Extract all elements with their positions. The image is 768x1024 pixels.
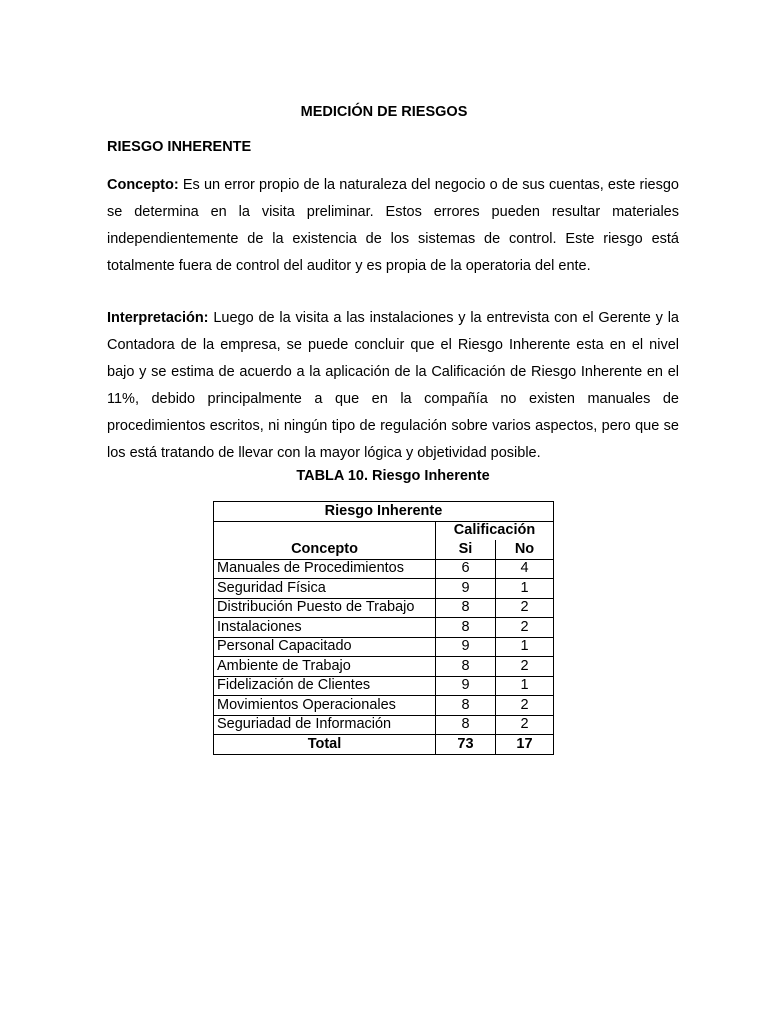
section-heading: RIESGO INHERENTE <box>107 139 252 155</box>
row-no: 2 <box>496 618 554 638</box>
interpretacion-text: Luego de la visita a las instalaciones y la entrevista con el Gerente y la Contadora de la empresa, se puede concluir que el Riesgo Inherente esta en el nivel bajo y se estima de acuerdo a la aplicación de la Calificación de Riesgo Inherente en el 11%, debido principalmente a que en la compañía no existen manuales de procedimientos escritos, ni ningún tipo de regulación sobre varios aspectos, pero que se los está tratando de llevar con la mayor lógica y objetividad posible. <box>107 310 679 461</box>
row-si: 8 <box>436 696 496 716</box>
table-row <box>214 598 554 618</box>
concepto-text: Es un error propio de la naturaleza del negocio o de sus cuentas, este riesgo se determina en la visita preliminar. Estos errores pueden resultar materiales independientemente de la existencia de los sistemas de control. Este riesgo está totalmente fuera de control del auditor y es propia de la operatoria del ente. <box>107 177 679 274</box>
row-si: 9 <box>436 637 496 657</box>
table-group-header-row <box>214 521 554 540</box>
row-no: 1 <box>496 676 554 696</box>
interpretacion-label: Interpretación: <box>107 310 209 326</box>
row-concepto: Movimientos Operacionales <box>214 696 436 716</box>
concepto-paragraph <box>107 172 679 280</box>
table-row <box>214 696 554 716</box>
table-total-row <box>214 735 554 755</box>
row-no: 1 <box>496 637 554 657</box>
total-no: 17 <box>496 735 554 755</box>
no-header: No <box>496 540 554 559</box>
row-concepto: Instalaciones <box>214 618 436 638</box>
total-si: 73 <box>436 735 496 755</box>
row-concepto: Distribución Puesto de Trabajo <box>214 598 436 618</box>
row-si: 8 <box>436 598 496 618</box>
row-concepto: Ambiente de Trabajo <box>214 657 436 677</box>
table-row <box>214 579 554 599</box>
row-no: 2 <box>496 715 554 735</box>
row-concepto: Personal Capacitado <box>214 637 436 657</box>
row-no: 1 <box>496 579 554 599</box>
table-title: Riesgo Inherente <box>214 502 554 522</box>
concepto-label: Concepto: <box>107 177 179 193</box>
row-no: 2 <box>496 598 554 618</box>
calificacion-header: Calificación <box>436 521 554 540</box>
row-si: 8 <box>436 618 496 638</box>
si-header: Si <box>436 540 496 559</box>
row-no: 2 <box>496 657 554 677</box>
concepto-header: Concepto <box>214 540 436 559</box>
document-title: MEDICIÓN DE RIESGOS <box>300 104 468 120</box>
total-label: Total <box>214 735 436 755</box>
interpretacion-paragraph <box>107 305 679 467</box>
table-row <box>214 657 554 677</box>
header-spacer-cell <box>214 521 436 540</box>
table-row <box>214 559 554 579</box>
table-row <box>214 676 554 696</box>
row-si: 6 <box>436 559 496 579</box>
row-concepto: Manuales de Procedimientos <box>214 559 436 579</box>
row-si: 9 <box>436 676 496 696</box>
row-si: 8 <box>436 715 496 735</box>
row-no: 2 <box>496 696 554 716</box>
row-concepto: Seguridad Física <box>214 579 436 599</box>
risk-table <box>213 501 554 755</box>
row-concepto: Fidelización de Clientes <box>214 676 436 696</box>
row-si: 8 <box>436 657 496 677</box>
table-caption: TABLA 10. Riesgo Inherente <box>296 468 490 484</box>
table-row <box>214 715 554 735</box>
table-column-header-row <box>214 540 554 559</box>
row-no: 4 <box>496 559 554 579</box>
table-title-row <box>214 502 554 522</box>
table-row <box>214 637 554 657</box>
row-concepto: Seguriadad de Información <box>214 715 436 735</box>
table-row <box>214 618 554 638</box>
row-si: 9 <box>436 579 496 599</box>
